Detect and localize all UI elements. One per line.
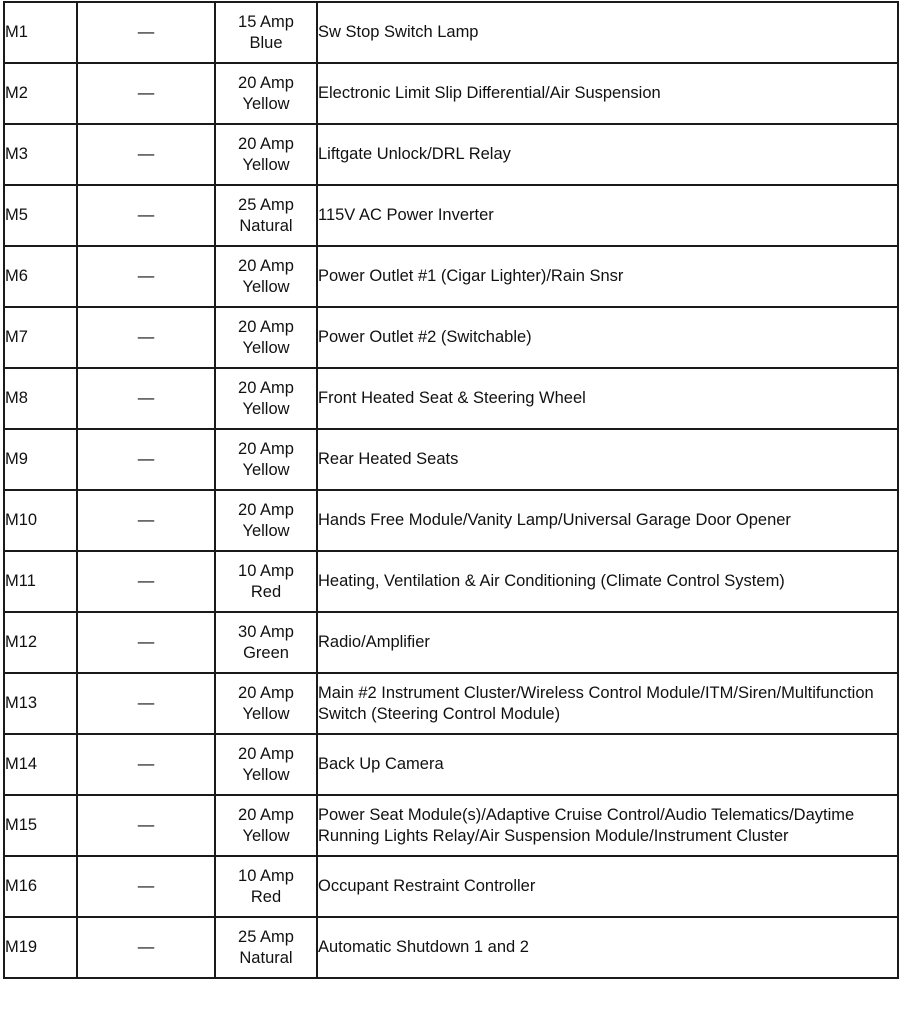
cartridge-fuse-cell: — [77, 63, 215, 124]
cavity-cell: M14 [4, 734, 77, 795]
mini-fuse-amp: 20 Amp [238, 683, 294, 702]
table-row [4, 124, 898, 185]
mini-fuse-color: Red [250, 887, 282, 906]
cartridge-fuse-cell: — [77, 795, 215, 856]
table-row [4, 246, 898, 307]
mini-fuse-cell [215, 368, 317, 429]
mini-fuse-color: Yellow [242, 94, 290, 113]
mini-fuse-cell [215, 673, 317, 734]
cartridge-fuse-cell: — [77, 917, 215, 978]
description-cell: Power Outlet #2 (Switchable) [317, 307, 898, 368]
cartridge-fuse-cell: — [77, 551, 215, 612]
description-cell: Front Heated Seat & Steering Wheel [317, 368, 898, 429]
table-row [4, 368, 898, 429]
table-row [4, 2, 898, 63]
table-row [4, 551, 898, 612]
mini-fuse-amp: 20 Amp [238, 805, 294, 824]
mini-fuse-color: Natural [239, 948, 293, 967]
table-row [4, 490, 898, 551]
mini-fuse-cell [215, 734, 317, 795]
mini-fuse-color: Yellow [242, 155, 290, 174]
table-row [4, 612, 898, 673]
mini-fuse-amp: 20 Amp [238, 134, 294, 153]
description-cell: Sw Stop Switch Lamp [317, 2, 898, 63]
mini-fuse-cell [215, 612, 317, 673]
cartridge-fuse-cell: — [77, 612, 215, 673]
mini-fuse-amp: 20 Amp [238, 256, 294, 275]
cavity-cell: M3 [4, 124, 77, 185]
fuse-table [3, 1, 899, 979]
cartridge-fuse-cell: — [77, 185, 215, 246]
cartridge-fuse-cell: — [77, 246, 215, 307]
cartridge-fuse-cell: — [77, 734, 215, 795]
cartridge-fuse-cell: — [77, 124, 215, 185]
mini-fuse-amp: 20 Amp [238, 439, 294, 458]
mini-fuse-color: Yellow [242, 765, 290, 784]
mini-fuse-amp: 20 Amp [238, 744, 294, 763]
mini-fuse-cell [215, 124, 317, 185]
mini-fuse-cell [215, 490, 317, 551]
mini-fuse-color: Green [243, 643, 289, 662]
mini-fuse-color: Yellow [242, 277, 290, 296]
cartridge-fuse-cell: — [77, 368, 215, 429]
mini-fuse-amp: 20 Amp [238, 500, 294, 519]
mini-fuse-amp: 25 Amp [238, 195, 294, 214]
description-cell: Back Up Camera [317, 734, 898, 795]
table-row [4, 795, 898, 856]
cavity-cell: M10 [4, 490, 77, 551]
mini-fuse-cell [215, 917, 317, 978]
description-cell: Heating, Ventilation & Air Conditioning (Climate Control System) [317, 551, 898, 612]
mini-fuse-cell [215, 307, 317, 368]
mini-fuse-amp: 25 Amp [238, 927, 294, 946]
cartridge-fuse-cell: — [77, 673, 215, 734]
mini-fuse-cell [215, 795, 317, 856]
mini-fuse-color: Natural [239, 216, 293, 235]
mini-fuse-cell [215, 551, 317, 612]
table-row [4, 856, 898, 917]
mini-fuse-color: Red [250, 582, 282, 601]
description-cell: Radio/Amplifier [317, 612, 898, 673]
cavity-cell: M12 [4, 612, 77, 673]
mini-fuse-color: Yellow [242, 704, 290, 723]
description-cell: Power Seat Module(s)/Adaptive Cruise Control/Audio Telematics/Daytime Running Lights Relay/Air Suspension Module/Instrument Cluster [317, 795, 898, 856]
table-row [4, 63, 898, 124]
table-row [4, 307, 898, 368]
table-row [4, 917, 898, 978]
fuse-table-body [4, 2, 898, 978]
mini-fuse-amp: 10 Amp [238, 561, 294, 580]
mini-fuse-cell [215, 246, 317, 307]
cavity-cell: M6 [4, 246, 77, 307]
mini-fuse-amp: 20 Amp [238, 317, 294, 336]
cartridge-fuse-cell: — [77, 429, 215, 490]
mini-fuse-amp: 20 Amp [238, 378, 294, 397]
cavity-cell: M7 [4, 307, 77, 368]
mini-fuse-amp: 15 Amp [238, 12, 294, 31]
cavity-cell: M19 [4, 917, 77, 978]
cavity-cell: M5 [4, 185, 77, 246]
description-cell: 115V AC Power Inverter [317, 185, 898, 246]
mini-fuse-amp: 10 Amp [238, 866, 294, 885]
description-cell: Electronic Limit Slip Differential/Air Suspension [317, 63, 898, 124]
cavity-cell: M13 [4, 673, 77, 734]
description-cell: Automatic Shutdown 1 and 2 [317, 917, 898, 978]
mini-fuse-color: Blue [249, 33, 283, 52]
description-cell: Liftgate Unlock/DRL Relay [317, 124, 898, 185]
cartridge-fuse-cell: — [77, 2, 215, 63]
cartridge-fuse-cell: — [77, 307, 215, 368]
cavity-cell: M2 [4, 63, 77, 124]
table-row [4, 673, 898, 734]
description-cell: Hands Free Module/Vanity Lamp/Universal Garage Door Opener [317, 490, 898, 551]
mini-fuse-color: Yellow [242, 521, 290, 540]
table-row [4, 734, 898, 795]
cartridge-fuse-cell: — [77, 490, 215, 551]
cavity-cell: M8 [4, 368, 77, 429]
table-row [4, 429, 898, 490]
cavity-cell: M16 [4, 856, 77, 917]
cavity-cell: M15 [4, 795, 77, 856]
mini-fuse-color: Yellow [242, 338, 290, 357]
cavity-cell: M1 [4, 2, 77, 63]
mini-fuse-cell [215, 63, 317, 124]
cavity-cell: M9 [4, 429, 77, 490]
table-row [4, 185, 898, 246]
description-cell: Power Outlet #1 (Cigar Lighter)/Rain Snsr [317, 246, 898, 307]
mini-fuse-amp: 20 Amp [238, 73, 294, 92]
cavity-cell: M11 [4, 551, 77, 612]
mini-fuse-amp: 30 Amp [238, 622, 294, 641]
mini-fuse-cell [215, 185, 317, 246]
description-cell: Rear Heated Seats [317, 429, 898, 490]
mini-fuse-cell [215, 429, 317, 490]
mini-fuse-color: Yellow [242, 826, 290, 845]
mini-fuse-cell [215, 856, 317, 917]
mini-fuse-color: Yellow [242, 460, 290, 479]
cartridge-fuse-cell: — [77, 856, 215, 917]
mini-fuse-color: Yellow [242, 399, 290, 418]
mini-fuse-cell [215, 2, 317, 63]
description-cell: Main #2 Instrument Cluster/Wireless Control Module/ITM/Siren/Multifunction Switch (Steering Control Module) [317, 673, 898, 734]
description-cell: Occupant Restraint Controller [317, 856, 898, 917]
